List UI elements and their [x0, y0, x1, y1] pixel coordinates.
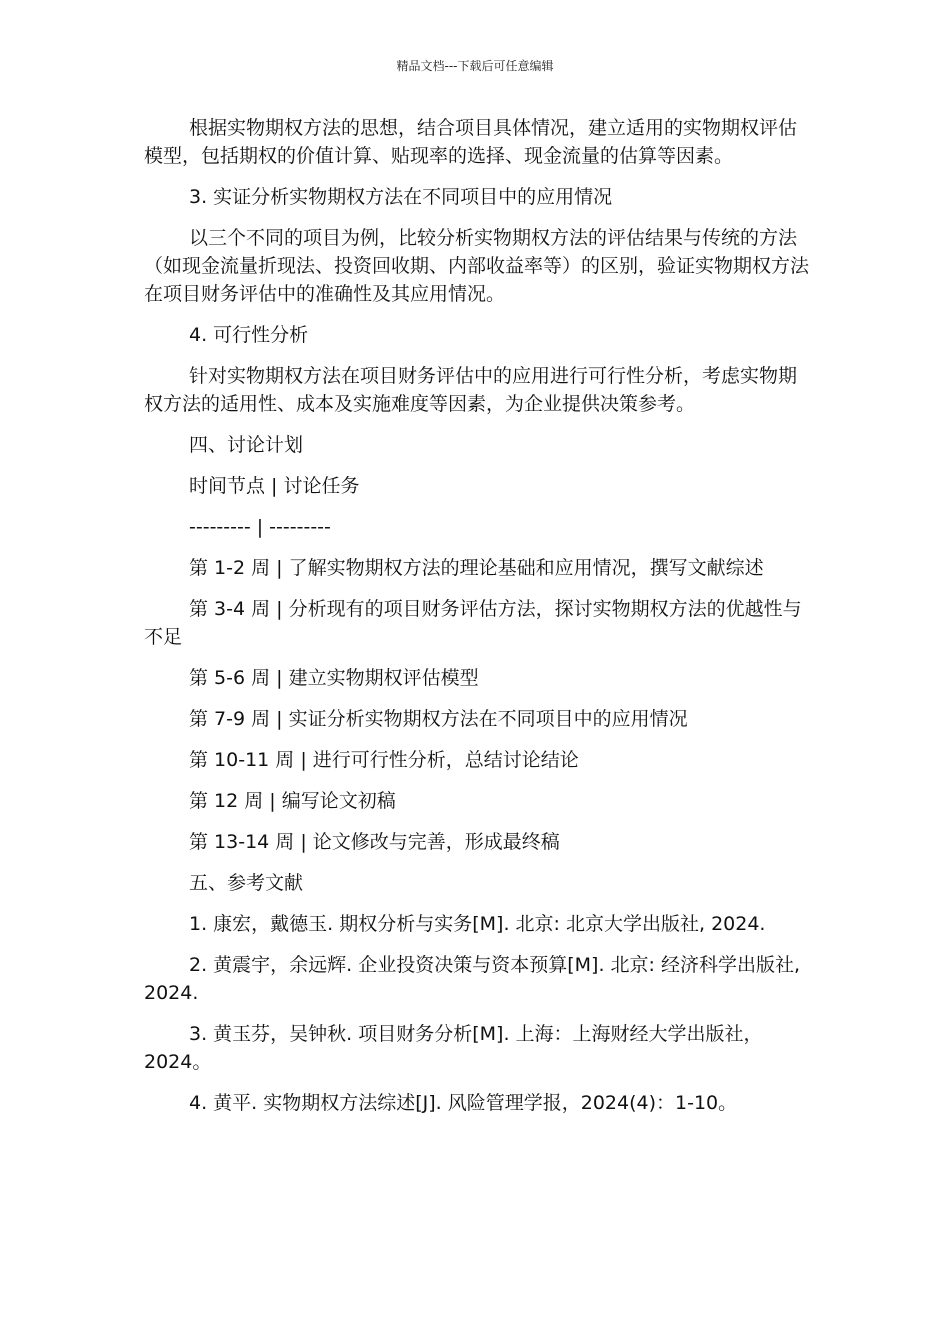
- schedule-row: 第 12 周 | 编写论文初稿: [189, 790, 396, 812]
- page-header: 精品文档---下载后可任意编辑: [396, 59, 554, 73]
- schedule-separator-row: --------- | ---------: [189, 516, 331, 538]
- schedule-row: 第 5-6 周 | 建立实物期权评估模型: [189, 667, 479, 689]
- schedule-row: 第 7-9 周 | 实证分析实物期权方法在不同项目中的应用情况: [189, 708, 688, 730]
- paragraph-feasibility: 针对实物期权方法在项目财务评估中的应用进行可行性分析，考虑实物期权方法的适用性、成本及实施难度等因素，为企业提供决策参考。: [144, 365, 798, 415]
- schedule-row: 第 1-2 周 | 了解实物期权方法的理论基础和应用情况，撰写文献综述: [189, 557, 764, 579]
- heading-discussion-plan: 四、讨论计划: [189, 434, 304, 456]
- reference-item: 4. 黄平. 实物期权方法综述[J]. 风险管理学报，2024(4)：1-10。: [189, 1092, 738, 1114]
- reference-item: 2. 黄震宇，余远辉. 企业投资决策与资本预算[M]. 北京: 经济科学出版社, 2024.: [144, 954, 801, 1004]
- heading-references: 五、参考文献: [189, 872, 304, 894]
- schedule-row: 第 13-14 周 | 论文修改与完善，形成最终稿: [189, 831, 560, 853]
- reference-item: 1. 康宏，戴德玉. 期权分析与实务[M]. 北京: 北京大学出版社, 2024.: [189, 913, 766, 935]
- schedule-row: 第 10-11 周 | 进行可行性分析，总结讨论结论: [189, 749, 579, 771]
- schedule-row: 第 3-4 周 | 分析现有的项目财务评估方法，探讨实物期权方法的优越性与不足: [144, 598, 802, 648]
- paragraph-empirical-analysis: 以三个不同的项目为例，比较分析实物期权方法的评估结果与传统的方法（如现金流量折现法、投资回收期、内部收益率等）的区别，验证实物期权方法在项目财务评估中的准确性及其应用情况。: [144, 227, 810, 305]
- document-body: [144, 114, 809, 1130]
- reference-item: 3. 黄玉芬，吴钟秋. 项目财务分析[M]. 上海：上海财经大学出版社，2024。: [144, 1023, 763, 1073]
- heading-feasibility: 4. 可行性分析: [189, 324, 309, 346]
- heading-empirical-analysis: 3. 实证分析实物期权方法在不同项目中的应用情况: [189, 186, 613, 208]
- paragraph-model-building: 根据实物期权方法的思想，结合项目具体情况，建立适用的实物期权评估模型，包括期权的价值计算、贴现率的选择、现金流量的估算等因素。: [144, 117, 798, 167]
- schedule-header-row: 时间节点 | 讨论任务: [189, 475, 360, 497]
